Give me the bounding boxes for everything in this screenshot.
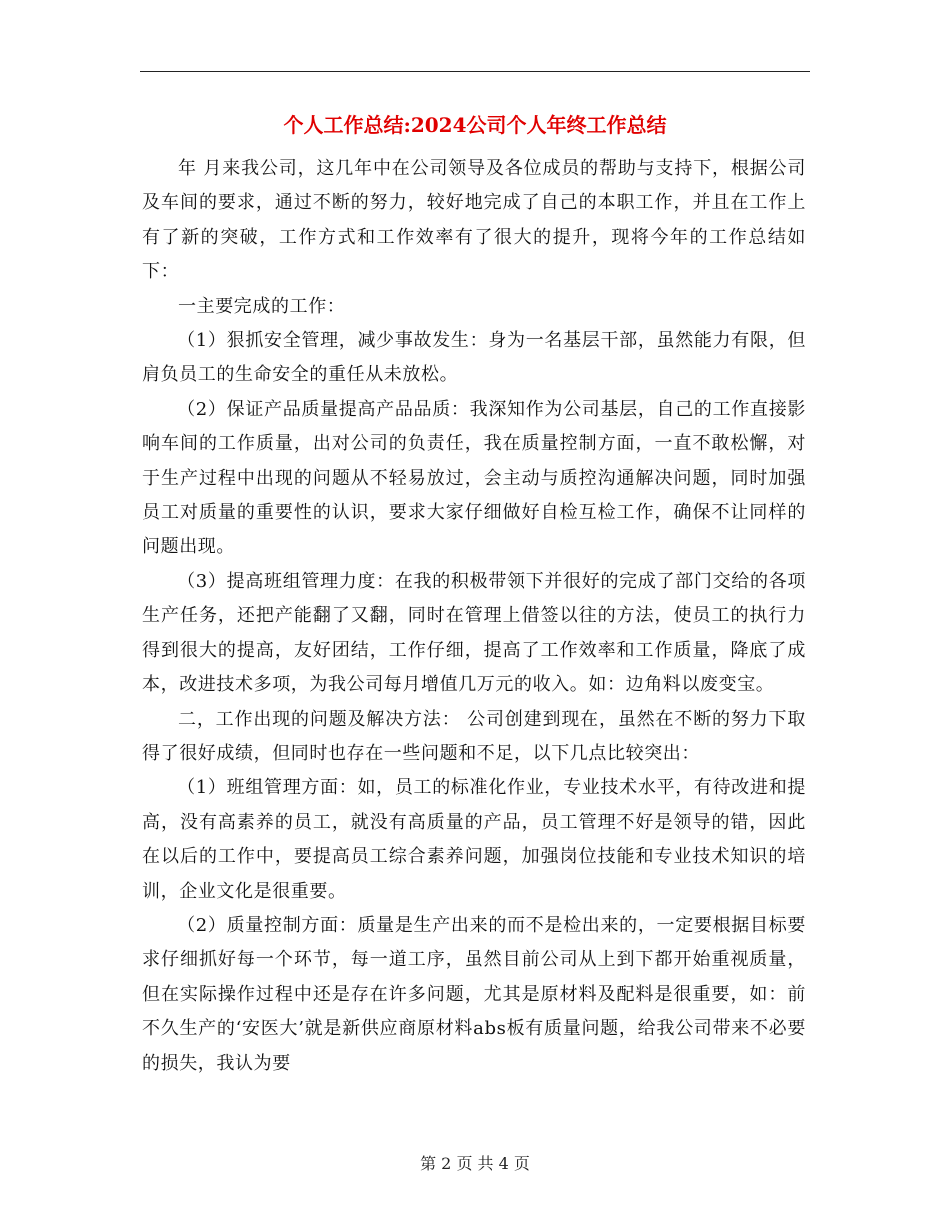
paragraph-item-1-1: （1）狠抓安全管理，减少事故发生：身为一名基层干部，虽然能力有限，但肩负员工的生命安全的重任从未放松。 xyxy=(142,330,806,386)
paragraph-item-1-2: （2）保证产品质量提高产品品质：我深知作为公司基层，自己的工作直接影响车间的工作质量，出对公司的负责任，我在质量控制方面，一直不敢松懈，对于生产过程中出现的问题从不轻易放过，会主动与质控沟通解决问题，同时加强员工对质量的重要性的认识，要求大家仔细做好自检互检工作，确保不让同样的问题出现。 xyxy=(142,398,806,558)
paragraph-item-2-2: （2）质量控制方面：质量是生产出来的而不是检出来的，一定要根据目标要求仔细抓好每一个环节，每一道工序，虽然目前公司从上到下都开始重视质量，但在实际操作过程中还是存在许多问题，尤其是原材料及配料是很重要，如：前不久生产的‘安医大’就是新供应商原材料abs板有质量问题，给我公司带来不必要的损失，我认为要 xyxy=(142,914,806,1074)
page-footer: 第 2 页 共 4 页 xyxy=(420,1154,530,1173)
header-rule xyxy=(140,71,810,72)
paragraph-item-2-1: （1）班组管理方面：如，员工的标准化作业，专业技术水平，有待改进和提高，没有高素养的员工，就没有高质量的产品，员工管理不好是领导的错，因此在以后的工作中，要提高员工综合素养问题，加强岗位技能和专业技术知识的培训，企业文化是很重要。 xyxy=(142,777,806,902)
paragraph-intro: 年 月来我公司，这几年中在公司领导及各位成员的帮助与支持下，根据公司及车间的要求，通过不断的努力，较好地完成了自己的本职工作，并且在工作上有了新的突破，工作方式和工作效率有了很大的提升，现将今年的工作总结如下： xyxy=(142,158,806,283)
document-body xyxy=(142,152,806,1081)
paragraph-section-1-heading: 一主要完成的工作： xyxy=(178,295,346,317)
paragraph-section-2: 二，工作出现的问题及解决方法： 公司创建到现在，虽然在不断的努力下取得了很好成绩，但同时也存在一些问题和不足，以下几点比较突出： xyxy=(142,708,806,764)
paragraph-item-1-3: （3）提高班组管理力度：在我的积极带领下并很好的完成了部门交给的各项生产任务，还把产能翻了又翻，同时在管理上借签以往的方法，使员工的执行力得到很大的提高，友好团结，工作仔细，提高了工作效率和工作质量，降底了成本，改进技术多项，为我公司每月增值几万元的收入。如：边角料以废变宝。 xyxy=(142,570,806,696)
document-title: 个人工作总结:2024公司个人年终工作总结 xyxy=(283,113,667,137)
